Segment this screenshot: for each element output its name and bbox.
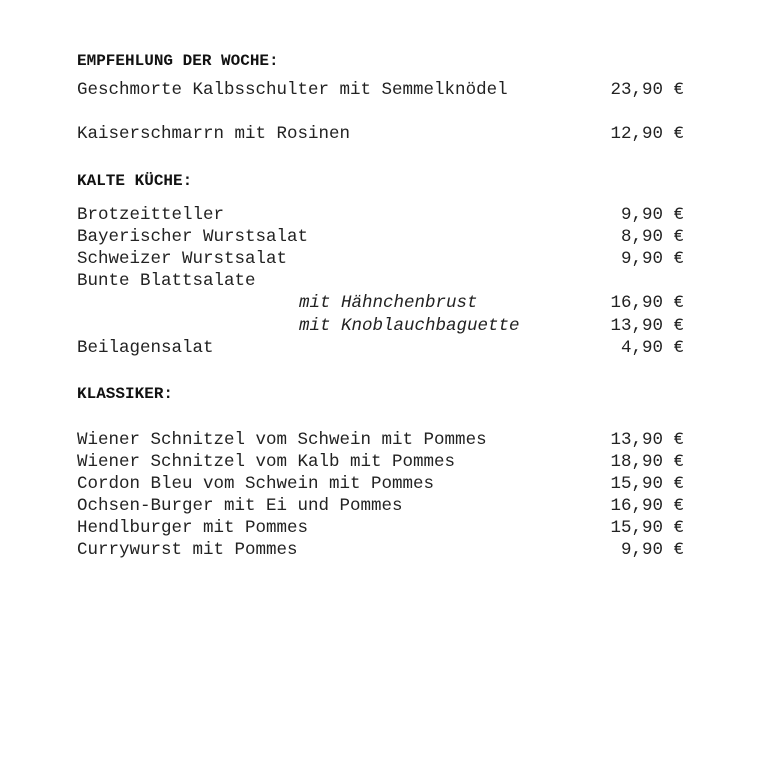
menu-item-name: Bayerischer Wurstsalat — [77, 227, 309, 247]
menu-item-name: Schweizer Wurstsalat — [77, 249, 288, 269]
menu-item-price: 18,90 € — [610, 452, 684, 472]
menu-item-price: 12,90 € — [610, 124, 684, 144]
menu-item-name: Wiener Schnitzel vom Schwein mit Pommes — [77, 430, 487, 450]
menu-item-price: 15,90 € — [610, 518, 684, 538]
menu-item-variant-name: mit Hähnchenbrust — [299, 293, 478, 313]
menu-item-price: 9,90 € — [620, 249, 684, 269]
menu-item-price: 4,90 € — [620, 338, 684, 358]
menu-item — [77, 517, 684, 539]
menu-item — [77, 429, 684, 451]
menu-item — [77, 123, 684, 145]
menu-item-name: Brotzeitteller — [77, 205, 225, 225]
menu-item — [77, 337, 684, 359]
menu-item — [77, 226, 684, 248]
menu-item-price: 9,90 € — [620, 205, 684, 225]
menu-item — [77, 270, 684, 292]
section-heading-empfehlung: EMPFEHLUNG DER WOCHE: — [77, 52, 279, 70]
menu-item-name: Bunte Blattsalate — [77, 271, 256, 291]
menu-item-price: 16,90 € — [610, 293, 684, 313]
menu-item-price: 23,90 € — [610, 80, 684, 100]
menu-item — [77, 248, 684, 270]
menu-item-variant — [77, 315, 684, 337]
menu-item-name: Kaiserschmarrn mit Rosinen — [77, 124, 351, 144]
menu-item-price: 8,90 € — [620, 227, 684, 247]
menu-item-name: Geschmorte Kalbsschulter mit Semmelknödel — [77, 80, 508, 100]
menu-item — [77, 204, 684, 226]
menu-item — [77, 79, 684, 101]
menu-item-name: Ochsen-Burger mit Ei und Pommes — [77, 496, 403, 516]
menu-item-price: 9,90 € — [620, 540, 684, 560]
menu-item-name: Cordon Bleu vom Schwein mit Pommes — [77, 474, 435, 494]
menu-item-price: 13,90 € — [610, 316, 684, 336]
section-heading-klassiker: KLASSIKER: — [77, 385, 174, 403]
menu-item-price: 13,90 € — [610, 430, 684, 450]
section-heading-kalte-kueche: KALTE KÜCHE: — [77, 172, 193, 190]
menu-item-variant-name: mit Knoblauchbaguette — [299, 316, 520, 336]
menu-item — [77, 473, 684, 495]
menu-item-name: Wiener Schnitzel vom Kalb mit Pommes — [77, 452, 456, 472]
menu-item-name: Currywurst mit Pommes — [77, 540, 298, 560]
menu-item — [77, 451, 684, 473]
menu-item-name: Hendlburger mit Pommes — [77, 518, 309, 538]
menu-item — [77, 495, 684, 517]
menu-item-variant — [77, 292, 684, 314]
menu-item-price: 15,90 € — [610, 474, 684, 494]
menu-item-name: Beilagensalat — [77, 338, 214, 358]
menu-item-price: 16,90 € — [610, 496, 684, 516]
menu-item — [77, 539, 684, 561]
